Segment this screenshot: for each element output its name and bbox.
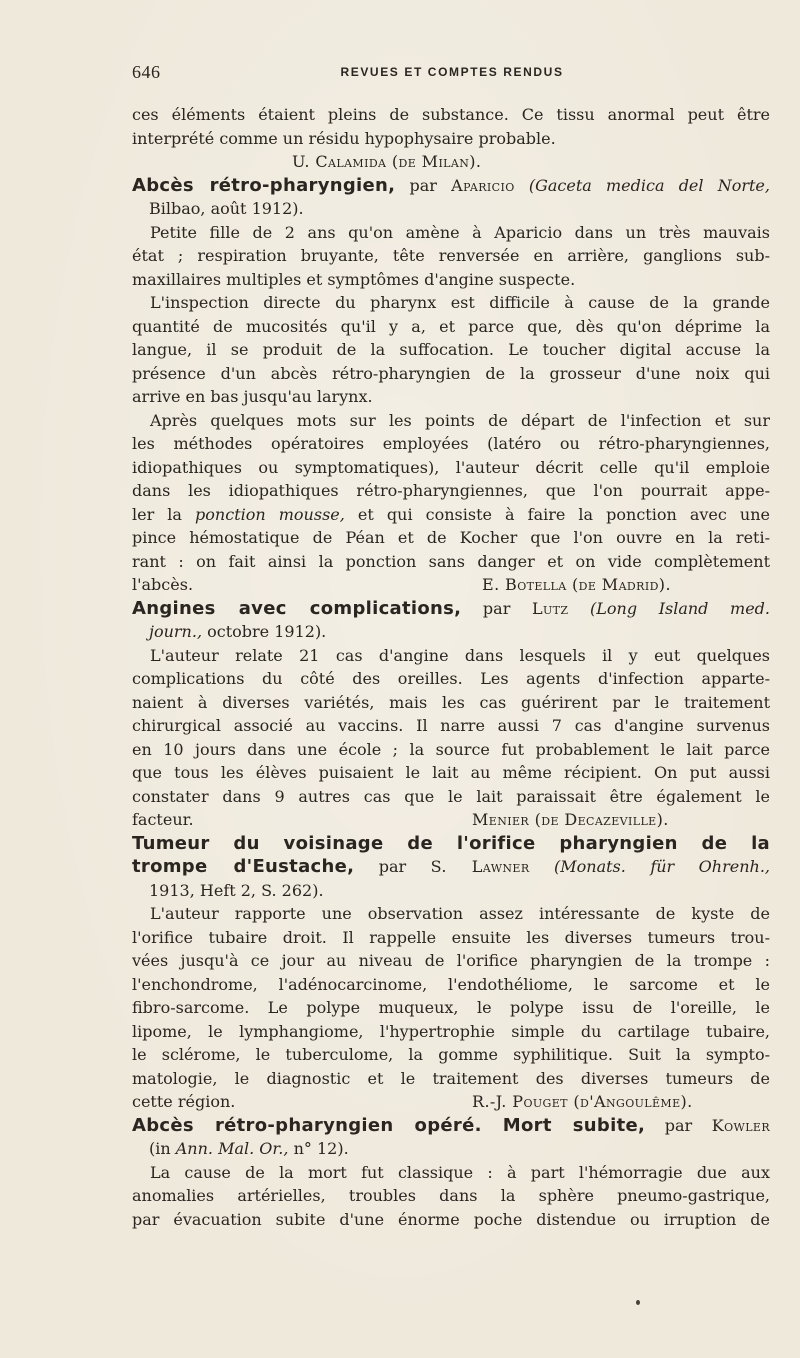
article-title: Abcès rétro-pharyngien, <box>132 174 396 196</box>
text-line: anomalies artérielles, troubles dans la sphère pneumo-gastrique, <box>132 1186 770 1205</box>
text-line: idiopathiques ou symptomatiques), l'auteur décrit celle qu'il emploie <box>132 457 770 477</box>
italic-term: journ., <box>149 622 203 641</box>
text-line: en 10 jours dans une école ; la source fut probablement le lait parce <box>132 739 770 759</box>
text-line: les méthodes opératoires employées (latéro ou rétro-pharyngiennes, <box>132 434 770 453</box>
text-line: complications du côté des oreilles. Les agents d'infection apparte- <box>132 669 770 688</box>
text-line <box>132 808 770 832</box>
ink-speck <box>636 1300 640 1305</box>
text-line: par évacuation subite d'une énorme poche distendue ou irruption de <box>132 1209 770 1229</box>
text-line <box>132 1137 770 1161</box>
page-header <box>132 62 772 86</box>
article-author: Aparicio <box>451 175 515 195</box>
article-title: Tumeur du voisinage de l'orifice pharyngien de la <box>132 832 770 854</box>
text-line: La cause de la mort fut classique : à part l'hémorragie due aux <box>150 1162 770 1182</box>
text-line: pince hémostatique de Péan et de Kocher que l'on ouvre en la reti- <box>132 528 770 547</box>
text-line: que tous les élèves puisaient le lait au même récipient. On put aussi <box>132 763 770 782</box>
article-heading <box>132 832 770 856</box>
page-number: 646 <box>132 62 161 82</box>
text-line <box>132 573 770 597</box>
text-line: ces éléments étaient pleins de substance. Ce tissu anormal peut être <box>132 105 770 124</box>
article-heading <box>132 174 770 198</box>
line-part: ler la <box>132 504 196 524</box>
line-part: l'abcès. <box>132 575 194 594</box>
article-author: S. Lawner <box>430 857 530 876</box>
article-heading <box>132 1114 770 1138</box>
text-line: maxillaires multiples et symptômes d'angine suspecte. <box>132 269 576 289</box>
article-reference: (Gaceta medica del Norte, <box>514 175 770 195</box>
line-part: facteur. <box>132 810 194 829</box>
author-signature: E. Botella (de Madrid). <box>482 575 671 594</box>
text-line: constater dans 9 autres cas que le lait paraissait être également le <box>132 786 770 806</box>
heading-by: par <box>461 598 532 618</box>
article-reference: (Long Island med. <box>568 598 770 618</box>
text-line: état ; respiration bruyante, tête renversée en arrière, ganglions sub- <box>132 246 770 265</box>
author-signature: Menier (de Decazeville). <box>472 810 669 829</box>
text-line: Bilbao, août 1912). <box>149 199 304 218</box>
text-line: langue, il se produit de la suffocation. Le toucher digital accuse la <box>132 340 770 359</box>
text-line <box>132 503 770 527</box>
text-line: vées jusqu'à ce jour au niveau de l'orifice pharyngien de la trompe : <box>132 951 770 970</box>
line-part: octobre 1912). <box>202 622 327 641</box>
line-part: et qui consiste à faire la ponction avec une <box>344 504 770 524</box>
text-line: naient à diverses variétés, mais les cas guérirent par le traitement <box>132 692 770 712</box>
text-line: Après quelques mots sur les points de départ de l'infection et sur <box>150 410 770 430</box>
heading-by: par <box>645 1115 712 1135</box>
text-line: L'auteur rapporte une observation assez intéressante de kyste de <box>150 904 770 923</box>
article-heading <box>132 855 770 879</box>
text-line: rant : on fait ainsi la ponction sans danger et on vide complètement <box>132 551 770 571</box>
article-author: Kowler <box>711 1115 770 1135</box>
text-line: L'inspection directe du pharynx est difficile à cause de la grande <box>150 293 770 312</box>
text-line: chirurgical associé au vaccins. Il narre aussi 7 cas d'angine survenus <box>132 716 770 735</box>
text-line: fibro-sarcome. Le polype muqueux, le polype issu de l'oreille, le <box>132 998 770 1017</box>
text-line: arrive en bas jusqu'au larynx. <box>132 387 373 406</box>
italic-term: Ann. Mal. Or., <box>175 1139 289 1158</box>
article-reference: (Monats. für Ohrenh., <box>529 857 770 876</box>
text-line <box>132 1090 770 1114</box>
text-line: interprété comme un résidu hypophysaire probable. <box>132 128 556 148</box>
article-title: Angines avec complications, <box>132 597 462 619</box>
text-line: matologie, le diagnostic et le traitement des diverses tumeurs de <box>132 1068 770 1088</box>
body-text <box>132 103 770 1231</box>
text-line: l'orifice tubaire droit. Il rappelle ensuite les diverses tumeurs trou- <box>132 927 770 947</box>
text-line: 1913, Heft 2, S. 262). <box>149 880 324 900</box>
text-line: l'enchondrome, l'adénocarcinome, l'endothéliome, le sarcome et le <box>132 974 770 994</box>
article-author: Lutz <box>531 598 569 618</box>
text-line: L'auteur relate 21 cas d'angine dans lesquels il y eut quelques <box>150 645 770 665</box>
author-signature: R.-J. Pouget (d'Angoulême). <box>472 1092 693 1111</box>
text-line: Petite fille de 2 ans qu'on amène à Aparicio dans un très mauvais <box>150 222 770 242</box>
heading-by: par <box>354 857 431 876</box>
line-part: n° 12). <box>288 1139 349 1158</box>
article-title: trompe d'Eustache, <box>132 856 355 877</box>
text-line <box>132 620 770 644</box>
text-line: quantité de mucosités qu'il y a, et parce que, dès qu'on déprime la <box>132 316 770 336</box>
article-heading <box>132 597 770 621</box>
line-part: (in <box>149 1139 176 1158</box>
text-line: présence d'un abcès rétro-pharyngien de la grosseur d'une noix qui <box>132 363 770 383</box>
line-part: cette région. <box>132 1092 236 1111</box>
italic-term: ponction mousse, <box>195 504 345 524</box>
author-signature: U. Calamida (de Milan). <box>292 152 482 171</box>
text-line: le sclérome, le tuberculome, la gomme syphilitique. Suit la sympto- <box>132 1045 770 1064</box>
running-head: REVUES ET COMPTES RENDUS <box>340 65 564 79</box>
text-line: lipome, le lymphangiome, l'hypertrophie simple du cartilage tubaire, <box>132 1021 770 1041</box>
text-line: dans les idiopathiques rétro-pharyngiennes, que l'on pourrait appe- <box>132 481 770 500</box>
heading-by: par <box>395 175 452 195</box>
article-title: Abcès rétro-pharyngien opéré. Mort subite, <box>132 1114 646 1136</box>
